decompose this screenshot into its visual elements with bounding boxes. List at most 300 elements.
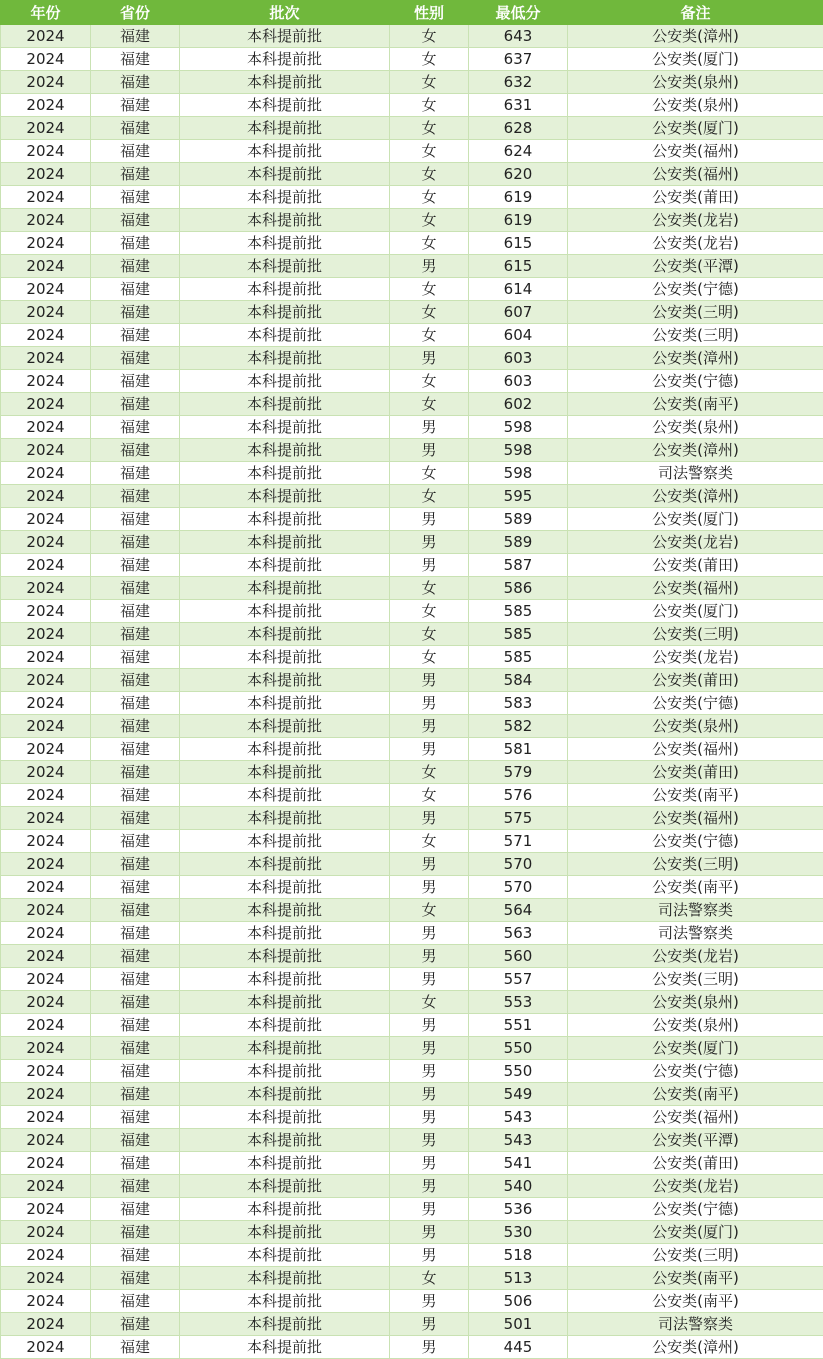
year-cell: 2024 (1, 140, 91, 163)
province-cell: 福建 (91, 140, 180, 163)
year-cell: 2024 (1, 393, 91, 416)
min-score-cell: 543 (469, 1129, 568, 1152)
table-row (1, 945, 823, 968)
note-cell: 公安类(龙岩) (568, 531, 823, 554)
note-cell: 公安类(厦门) (568, 1221, 823, 1244)
note-cell: 公安类(泉州) (568, 1014, 823, 1037)
table-row (1, 324, 823, 347)
province-cell: 福建 (91, 922, 180, 945)
table-row (1, 692, 823, 715)
year-cell: 2024 (1, 1290, 91, 1313)
min-score-cell: 549 (469, 1083, 568, 1106)
gender-cell: 男 (390, 1106, 469, 1129)
province-cell: 福建 (91, 1175, 180, 1198)
gender-cell: 女 (390, 163, 469, 186)
min-score-cell: 563 (469, 922, 568, 945)
batch-cell: 本科提前批 (180, 140, 390, 163)
header-batch: 批次 (180, 1, 390, 25)
note-cell: 公安类(泉州) (568, 416, 823, 439)
table-row (1, 255, 823, 278)
year-cell: 2024 (1, 508, 91, 531)
province-cell: 福建 (91, 853, 180, 876)
table-row (1, 738, 823, 761)
min-score-cell: 501 (469, 1313, 568, 1336)
province-cell: 福建 (91, 25, 180, 48)
year-cell: 2024 (1, 853, 91, 876)
min-score-cell: 570 (469, 876, 568, 899)
year-cell: 2024 (1, 117, 91, 140)
gender-cell: 女 (390, 140, 469, 163)
min-score-cell: 586 (469, 577, 568, 600)
year-cell: 2024 (1, 1313, 91, 1336)
batch-cell: 本科提前批 (180, 163, 390, 186)
batch-cell: 本科提前批 (180, 117, 390, 140)
note-cell: 公安类(福州) (568, 577, 823, 600)
province-cell: 福建 (91, 255, 180, 278)
province-cell: 福建 (91, 48, 180, 71)
gender-cell: 男 (390, 416, 469, 439)
min-score-cell: 598 (469, 462, 568, 485)
gender-cell: 男 (390, 1083, 469, 1106)
table-row (1, 922, 823, 945)
note-cell: 公安类(宁德) (568, 830, 823, 853)
batch-cell: 本科提前批 (180, 1198, 390, 1221)
gender-cell: 男 (390, 669, 469, 692)
table-row (1, 140, 823, 163)
gender-cell: 女 (390, 784, 469, 807)
note-cell: 公安类(三明) (568, 301, 823, 324)
note-cell: 公安类(宁德) (568, 692, 823, 715)
batch-cell: 本科提前批 (180, 485, 390, 508)
table-row (1, 462, 823, 485)
batch-cell: 本科提前批 (180, 439, 390, 462)
table-row (1, 715, 823, 738)
batch-cell: 本科提前批 (180, 876, 390, 899)
batch-cell: 本科提前批 (180, 255, 390, 278)
province-cell: 福建 (91, 94, 180, 117)
batch-cell: 本科提前批 (180, 209, 390, 232)
year-cell: 2024 (1, 945, 91, 968)
province-cell: 福建 (91, 393, 180, 416)
year-cell: 2024 (1, 370, 91, 393)
year-cell: 2024 (1, 1221, 91, 1244)
batch-cell: 本科提前批 (180, 531, 390, 554)
batch-cell: 本科提前批 (180, 1152, 390, 1175)
year-cell: 2024 (1, 1060, 91, 1083)
table-row (1, 1290, 823, 1313)
note-cell: 公安类(平潭) (568, 255, 823, 278)
note-cell: 公安类(厦门) (568, 1037, 823, 1060)
min-score-cell: 615 (469, 232, 568, 255)
year-cell: 2024 (1, 600, 91, 623)
table-row (1, 531, 823, 554)
min-score-cell: 584 (469, 669, 568, 692)
gender-cell: 女 (390, 209, 469, 232)
year-cell: 2024 (1, 209, 91, 232)
batch-cell: 本科提前批 (180, 1336, 390, 1359)
batch-cell: 本科提前批 (180, 393, 390, 416)
min-score-cell: 585 (469, 600, 568, 623)
note-cell: 公安类(福州) (568, 140, 823, 163)
year-cell: 2024 (1, 761, 91, 784)
min-score-cell: 550 (469, 1060, 568, 1083)
min-score-cell: 602 (469, 393, 568, 416)
year-cell: 2024 (1, 669, 91, 692)
note-cell: 公安类(南平) (568, 876, 823, 899)
table-row (1, 1198, 823, 1221)
batch-cell: 本科提前批 (180, 577, 390, 600)
year-cell: 2024 (1, 1014, 91, 1037)
gender-cell: 女 (390, 761, 469, 784)
gender-cell: 男 (390, 715, 469, 738)
min-score-cell: 587 (469, 554, 568, 577)
table-row (1, 600, 823, 623)
table-row (1, 1336, 823, 1359)
batch-cell: 本科提前批 (180, 623, 390, 646)
note-cell: 司法警察类 (568, 922, 823, 945)
min-score-cell: 570 (469, 853, 568, 876)
year-cell: 2024 (1, 577, 91, 600)
batch-cell: 本科提前批 (180, 48, 390, 71)
year-cell: 2024 (1, 94, 91, 117)
year-cell: 2024 (1, 186, 91, 209)
note-cell: 公安类(三明) (568, 623, 823, 646)
table-row (1, 416, 823, 439)
note-cell: 公安类(泉州) (568, 715, 823, 738)
min-score-cell: 540 (469, 1175, 568, 1198)
min-score-cell: 585 (469, 646, 568, 669)
year-cell: 2024 (1, 1198, 91, 1221)
province-cell: 福建 (91, 761, 180, 784)
batch-cell: 本科提前批 (180, 1129, 390, 1152)
province-cell: 福建 (91, 738, 180, 761)
year-cell: 2024 (1, 1083, 91, 1106)
batch-cell: 本科提前批 (180, 784, 390, 807)
year-cell: 2024 (1, 485, 91, 508)
min-score-cell: 619 (469, 209, 568, 232)
min-score-cell: 615 (469, 255, 568, 278)
table-body (1, 25, 823, 1359)
batch-cell: 本科提前批 (180, 462, 390, 485)
min-score-cell: 607 (469, 301, 568, 324)
batch-cell: 本科提前批 (180, 71, 390, 94)
gender-cell: 女 (390, 899, 469, 922)
batch-cell: 本科提前批 (180, 232, 390, 255)
gender-cell: 女 (390, 71, 469, 94)
min-score-cell: 589 (469, 508, 568, 531)
gender-cell: 男 (390, 1175, 469, 1198)
note-cell: 公安类(漳州) (568, 485, 823, 508)
batch-cell: 本科提前批 (180, 715, 390, 738)
table-row (1, 899, 823, 922)
min-score-cell: 598 (469, 439, 568, 462)
note-cell: 公安类(厦门) (568, 117, 823, 140)
gender-cell: 女 (390, 48, 469, 71)
year-cell: 2024 (1, 991, 91, 1014)
min-score-cell: 604 (469, 324, 568, 347)
table-row (1, 577, 823, 600)
note-cell: 公安类(厦门) (568, 600, 823, 623)
table-row (1, 485, 823, 508)
note-cell: 公安类(三明) (568, 324, 823, 347)
table-row (1, 669, 823, 692)
table-row (1, 1244, 823, 1267)
note-cell: 公安类(福州) (568, 807, 823, 830)
batch-cell: 本科提前批 (180, 922, 390, 945)
gender-cell: 男 (390, 1198, 469, 1221)
min-score-cell: 560 (469, 945, 568, 968)
min-score-cell: 582 (469, 715, 568, 738)
batch-cell: 本科提前批 (180, 945, 390, 968)
province-cell: 福建 (91, 1129, 180, 1152)
year-cell: 2024 (1, 715, 91, 738)
min-score-cell: 553 (469, 991, 568, 1014)
min-score-cell: 543 (469, 1106, 568, 1129)
batch-cell: 本科提前批 (180, 1083, 390, 1106)
batch-cell: 本科提前批 (180, 186, 390, 209)
min-score-cell: 518 (469, 1244, 568, 1267)
province-cell: 福建 (91, 1152, 180, 1175)
year-cell: 2024 (1, 554, 91, 577)
gender-cell: 女 (390, 370, 469, 393)
gender-cell: 女 (390, 186, 469, 209)
note-cell: 公安类(南平) (568, 1267, 823, 1290)
year-cell: 2024 (1, 25, 91, 48)
note-cell: 公安类(龙岩) (568, 646, 823, 669)
province-cell: 福建 (91, 1313, 180, 1336)
note-cell: 公安类(泉州) (568, 71, 823, 94)
gender-cell: 女 (390, 94, 469, 117)
province-cell: 福建 (91, 945, 180, 968)
province-cell: 福建 (91, 715, 180, 738)
min-score-cell: 581 (469, 738, 568, 761)
province-cell: 福建 (91, 232, 180, 255)
table-row (1, 393, 823, 416)
note-cell: 司法警察类 (568, 462, 823, 485)
year-cell: 2024 (1, 347, 91, 370)
table-row (1, 117, 823, 140)
note-cell: 公安类(漳州) (568, 1336, 823, 1359)
table-row (1, 278, 823, 301)
note-cell: 公安类(泉州) (568, 991, 823, 1014)
year-cell: 2024 (1, 255, 91, 278)
note-cell: 公安类(宁德) (568, 370, 823, 393)
batch-cell: 本科提前批 (180, 416, 390, 439)
header-row (1, 1, 823, 25)
table-row (1, 1129, 823, 1152)
min-score-cell: 575 (469, 807, 568, 830)
province-cell: 福建 (91, 876, 180, 899)
gender-cell: 女 (390, 830, 469, 853)
batch-cell: 本科提前批 (180, 1313, 390, 1336)
province-cell: 福建 (91, 117, 180, 140)
note-cell: 司法警察类 (568, 899, 823, 922)
note-cell: 公安类(莆田) (568, 761, 823, 784)
gender-cell: 女 (390, 485, 469, 508)
province-cell: 福建 (91, 554, 180, 577)
table-row (1, 209, 823, 232)
province-cell: 福建 (91, 784, 180, 807)
table-row (1, 646, 823, 669)
gender-cell: 女 (390, 278, 469, 301)
province-cell: 福建 (91, 623, 180, 646)
note-cell: 公安类(宁德) (568, 1060, 823, 1083)
min-score-cell: 624 (469, 140, 568, 163)
year-cell: 2024 (1, 646, 91, 669)
gender-cell: 女 (390, 393, 469, 416)
note-cell: 公安类(平潭) (568, 1129, 823, 1152)
gender-cell: 女 (390, 623, 469, 646)
year-cell: 2024 (1, 1267, 91, 1290)
table-row (1, 1014, 823, 1037)
min-score-cell: 576 (469, 784, 568, 807)
gender-cell: 男 (390, 1221, 469, 1244)
batch-cell: 本科提前批 (180, 25, 390, 48)
min-score-cell: 628 (469, 117, 568, 140)
note-cell: 公安类(南平) (568, 1083, 823, 1106)
table-row (1, 232, 823, 255)
gender-cell: 男 (390, 876, 469, 899)
year-cell: 2024 (1, 48, 91, 71)
year-cell: 2024 (1, 968, 91, 991)
min-score-cell: 603 (469, 347, 568, 370)
gender-cell: 男 (390, 853, 469, 876)
province-cell: 福建 (91, 531, 180, 554)
min-score-cell: 643 (469, 25, 568, 48)
min-score-cell: 619 (469, 186, 568, 209)
table-row (1, 347, 823, 370)
province-cell: 福建 (91, 1083, 180, 1106)
gender-cell: 女 (390, 991, 469, 1014)
province-cell: 福建 (91, 646, 180, 669)
batch-cell: 本科提前批 (180, 1244, 390, 1267)
gender-cell: 男 (390, 1290, 469, 1313)
province-cell: 福建 (91, 301, 180, 324)
min-score-cell: 445 (469, 1336, 568, 1359)
gender-cell: 男 (390, 347, 469, 370)
province-cell: 福建 (91, 577, 180, 600)
province-cell: 福建 (91, 1037, 180, 1060)
province-cell: 福建 (91, 1244, 180, 1267)
year-cell: 2024 (1, 301, 91, 324)
year-cell: 2024 (1, 1037, 91, 1060)
note-cell: 公安类(宁德) (568, 1198, 823, 1221)
gender-cell: 男 (390, 1014, 469, 1037)
table-row (1, 48, 823, 71)
batch-cell: 本科提前批 (180, 1014, 390, 1037)
min-score-cell: 603 (469, 370, 568, 393)
gender-cell: 男 (390, 1244, 469, 1267)
year-cell: 2024 (1, 324, 91, 347)
province-cell: 福建 (91, 347, 180, 370)
min-score-cell: 632 (469, 71, 568, 94)
batch-cell: 本科提前批 (180, 899, 390, 922)
batch-cell: 本科提前批 (180, 94, 390, 117)
table-row (1, 830, 823, 853)
table-row (1, 1106, 823, 1129)
province-cell: 福建 (91, 807, 180, 830)
batch-cell: 本科提前批 (180, 1221, 390, 1244)
batch-cell: 本科提前批 (180, 991, 390, 1014)
note-cell: 公安类(厦门) (568, 508, 823, 531)
min-score-cell: 557 (469, 968, 568, 991)
header-year: 年份 (1, 1, 91, 25)
year-cell: 2024 (1, 807, 91, 830)
note-cell: 公安类(莆田) (568, 669, 823, 692)
year-cell: 2024 (1, 1244, 91, 1267)
province-cell: 福建 (91, 600, 180, 623)
year-cell: 2024 (1, 738, 91, 761)
note-cell: 公安类(福州) (568, 738, 823, 761)
header-province: 省份 (91, 1, 180, 25)
batch-cell: 本科提前批 (180, 1267, 390, 1290)
year-cell: 2024 (1, 1336, 91, 1359)
note-cell: 公安类(三明) (568, 1244, 823, 1267)
min-score-cell: 620 (469, 163, 568, 186)
batch-cell: 本科提前批 (180, 1060, 390, 1083)
gender-cell: 女 (390, 232, 469, 255)
province-cell: 福建 (91, 370, 180, 393)
table-row (1, 784, 823, 807)
batch-cell: 本科提前批 (180, 324, 390, 347)
province-cell: 福建 (91, 899, 180, 922)
province-cell: 福建 (91, 968, 180, 991)
year-cell: 2024 (1, 71, 91, 94)
batch-cell: 本科提前批 (180, 554, 390, 577)
note-cell: 公安类(南平) (568, 1290, 823, 1313)
gender-cell: 男 (390, 738, 469, 761)
gender-cell: 女 (390, 301, 469, 324)
note-cell: 公安类(福州) (568, 163, 823, 186)
year-cell: 2024 (1, 922, 91, 945)
note-cell: 公安类(莆田) (568, 186, 823, 209)
batch-cell: 本科提前批 (180, 968, 390, 991)
province-cell: 福建 (91, 439, 180, 462)
batch-cell: 本科提前批 (180, 761, 390, 784)
year-cell: 2024 (1, 1129, 91, 1152)
province-cell: 福建 (91, 1290, 180, 1313)
table-row (1, 1037, 823, 1060)
note-cell: 公安类(三明) (568, 968, 823, 991)
gender-cell: 女 (390, 646, 469, 669)
batch-cell: 本科提前批 (180, 830, 390, 853)
table-row (1, 1175, 823, 1198)
header-note: 备注 (568, 1, 823, 25)
province-cell: 福建 (91, 71, 180, 94)
gender-cell: 男 (390, 1313, 469, 1336)
table-row (1, 94, 823, 117)
note-cell: 公安类(南平) (568, 393, 823, 416)
province-cell: 福建 (91, 669, 180, 692)
note-cell: 公安类(漳州) (568, 25, 823, 48)
province-cell: 福建 (91, 462, 180, 485)
table-row (1, 1313, 823, 1336)
batch-cell: 本科提前批 (180, 1175, 390, 1198)
note-cell: 公安类(漳州) (568, 347, 823, 370)
province-cell: 福建 (91, 1060, 180, 1083)
province-cell: 福建 (91, 1198, 180, 1221)
note-cell: 公安类(漳州) (568, 439, 823, 462)
year-cell: 2024 (1, 899, 91, 922)
batch-cell: 本科提前批 (180, 301, 390, 324)
table-row (1, 876, 823, 899)
gender-cell: 女 (390, 577, 469, 600)
header-min-score: 最低分 (469, 1, 568, 25)
note-cell: 司法警察类 (568, 1313, 823, 1336)
gender-cell: 男 (390, 439, 469, 462)
note-cell: 公安类(莆田) (568, 554, 823, 577)
batch-cell: 本科提前批 (180, 1290, 390, 1313)
